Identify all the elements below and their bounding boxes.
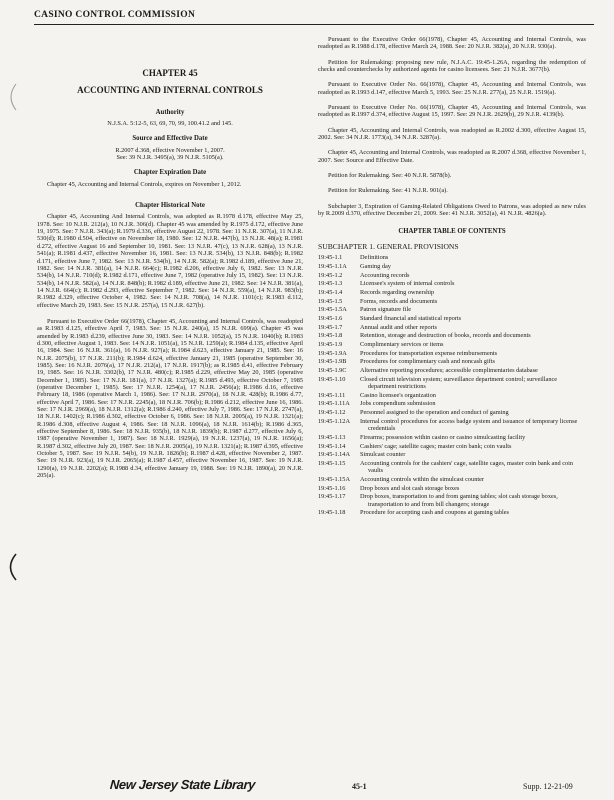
toc-entry bbox=[318, 376, 586, 391]
toc-entry-number: 19:45-1.5 bbox=[318, 297, 343, 305]
history-paragraph: Chapter 45, Accounting And Internal Controls, was adopted as R.1978 d.178, effective May 25, 1978. See: 10 N.J.R. 212(a), 10 N.J.R. 306(d). Chapter 45 was amended by R.1975 d.172, effective June 19, 1975. See: 7 N.J.R. 343(a); R.1979 d.336, effective August 22, 1978. See: 11 N.J.R. 307(a), 11 N.J.R. 530(d); R.1980 d.504, effective on November 18, 1980. See: 12 N.J.R. 447(b), 13 N.J.R. 48(a); R.1981 d.272, effective August 16 and September 10, 1981. See: 13 N.J.R. 47(c), 13 N.J.R. 628(a), 13 N.J.R. 541(a); R.1981 d.437, effective November 16, 1981. See: 13 N.J.R. 534(b), 13 N.J.R. 848(b); R.1982 d.171, effective June 7, 1982. See: 13 N.J.R. 534(b), 14 N.J.R. 582(a); R.1982 d.189, effective June 21, 1982. See: 14 N.J.R. 381(a), 14 N.J.R. 664(c); R.1982 d.206, effective July 6, 1982. See: 13 N.J.R. 534(b), 14 N.J.R. 710(d); R.1982 d.171, effective June 7, 1982 (operative July 15, 1982). See: 13 N.J.R. 534(b), 14 N.J.R. 582(a), 14 N.J.R. 848(b); R.1982 d.189, effective June 21, 1982. See: 14 N.J.R. 381(a), 14 N.J.R. 664(c); R.1982 d.293, effective September 7, 1982. See: 14 N.J.R. 559(a), 14 N.J.R. 983(b); R.1982 d.329, effective October 4, 1982. See: 14 N.J.R. 708(a), 14 N.J.R. 1101(c); R.1983 d.112, effective March 29, 1983. See: 15 N.J.R. 257(a), 15 N.J.R. 627(b). bbox=[37, 213, 303, 309]
right-column bbox=[318, 36, 586, 518]
history-paragraph: Pursuant to Executive Order 66(1978), Chapter 45, Accounting and Internal Controls, was readopted as R.1983 d.125, effective April 7, 1983. See: 15 N.J.R. 240(a), 15 N.J.R. 699(a). Chapter 45 was amended by R.1983 d.239, effective June 30, 1983. See: 14 N.J.R. 1052(a), 15 N.J.R. 1040(b); R.1983 d.300, effective August 1, 1983. See: 14 N.J.R. 1051(a), 15 N.J.R. 1259(a); R.1984 d.135, effective April 16, 1984. See: 16 N.J.R. 361(a), 16 N.J.R. 927(a); R.1984 d.623, effective January 21, 1985. See: 16 N.J.R. 2075(b), 17 N.J.R. 211(b); R.1984 d.624, effective January 21, 1985 (operative September 30, 1985). See: 16 N.J.R. 2076(a), 17 N.J.R. 212(a), 17 N.J.R. 1917(b); as R.1985 d.41, effective February 19, 1985. See: 16 N.J.R. 3302(b), 17 N.J.R. 480(c); R.1985 d.229, effective May 20, 1985 (operative December 1, 1985). See: 17 N.J.R. 181(a), 17 N.J.R. 1327(a); R.1985 d.493, effective October 7, 1985 (operative December 1, 1985). See: 17 N.J.R. 1254(a), 17 N.J.R. 2456(a); R.1986 d.16, effective February 18, 1986 (operative March 1, 1986). See: 17 N.J.R. 2970(a), 18 N.J.R. 428(b); R.1986 d.77, effective April 7, 1986. See: 17 N.J.R. 2245(a), 18 N.J.R. 706(b); R.1986 d.212, effective June 16, 1986. See: 17 N.J.R. 2969(a), 18 N.J.R. 1312(a); R.1986 d.240, effective July 7, 1986. See: 17 N.J.R. 2747(a), 18 N.J.R. 1402(c); R.1986 d.302, effective October 6, 1986. See: 18 N.J.R. 2005(a), 19 N.J.R. 1321(a); R.1986 d.308, effective August 4, 1986. See: 18 N.J.R. 1096(a), 18 N.J.R. 1614(b); R.1986 d.365, effective September 8, 1986. See: 18 N.J.R. 935(b), 18 N.J.R. 1839(b); R.1987 d.277, effective July 6, 1987 (operative November 1, 1987). See: 18 N.J.R. 1929(a), 19 N.J.R. 1237(a), 19 N.J.R. 1656(a); R.1987 d.302, effective July 20, 1987. See: 18 N.J.R. 2005(a), 19 N.J.R. 1321(a); R.1987 d.395, effective October 5, 1987. See: 19 N.J.R. 54(b), 19 N.J.R. 1826(b); R.1987 d.428, effective November 2, 1987. See: 19 N.J.R. 923(a), 19 N.J.R. 2065(a); R.1987 d.457, effective November 16, 1987. See: 19 N.J.R. 1290(a), 19 N.J.R. 2202(a); R.1988 d.34, effective January 19, 1988. See: 19 N.J.R. 1890(a), 20 N.J.R. 205(a). bbox=[37, 317, 303, 480]
toc-list bbox=[318, 254, 586, 516]
page-number: 45-1 bbox=[352, 782, 367, 791]
toc-entry bbox=[318, 451, 586, 458]
toc-entry-number: 19:45-1.1A bbox=[318, 262, 347, 270]
toc-entry-title: Procedures for complimentary cash and noncash gifts bbox=[360, 358, 495, 366]
note-paragraph: Chapter 45, Accounting and Internal Controls, was readopted as R.2002 d.300, effective August 15, 2002. See: 34 N.J.R. 1773(a), 34 N.J.R. 3287(a). bbox=[318, 126, 586, 142]
toc-entry-number: 19:45-1.15 bbox=[318, 459, 346, 467]
toc-entry bbox=[318, 460, 586, 475]
note-paragraph: Pursuant to the Executive Order 66(1978), Chapter 45, Accounting and Internal Controls, was readopted as R.1988 d.178, effective March 24, 1988. See: 20 N.J.R. 382(a), 20 N.J.R. 930(a). bbox=[318, 36, 586, 51]
toc-entry-title: Closed circuit television system; surveillance department control; surveillance department restrictions bbox=[360, 375, 558, 391]
toc-entry bbox=[318, 315, 586, 322]
authority-text: N.J.S.A. 5:12-5, 63, 69, 70, 99, 100.41.2 and 145. bbox=[107, 120, 233, 128]
toc-entry-number: 19:45-1.5A bbox=[318, 306, 347, 314]
left-column bbox=[37, 36, 303, 488]
toc-entry bbox=[318, 332, 586, 339]
toc-entry-number: 19:45-1.12 bbox=[318, 409, 346, 417]
toc-entry-title: Cashiers' cage; satellite cages; master coin bank; coin vaults bbox=[360, 442, 512, 450]
toc-entry-number: 19:45-1.17 bbox=[318, 493, 346, 501]
toc-entry-number: 19:45-1.6 bbox=[318, 315, 343, 322]
history-heading: Chapter Historical Note bbox=[135, 202, 205, 210]
toc-entry bbox=[318, 289, 586, 296]
authority-heading: Authority bbox=[155, 108, 185, 116]
running-head: CASINO CONTROL COMMISSION bbox=[34, 10, 594, 25]
note-paragraph: Pursuant to Executive Order No. 66(1978), Chapter 45, Accounting and Internal Controls, was readopted as R.1997 d.374, effective August 15, 1997. See: 29 N.J.R. 2629(b), 29 N.J.R. 4139(b). bbox=[318, 104, 586, 119]
toc-entry-title: Drop boxes and slot cash storage boxes bbox=[360, 484, 460, 492]
toc-entry-title: Licensee's system of internal controls bbox=[360, 280, 455, 288]
toc-entry-number: 19:45-1.1 bbox=[318, 254, 343, 262]
toc-entry bbox=[318, 306, 586, 313]
toc-entry-number: 19:45-1.9 bbox=[318, 341, 343, 349]
toc-entry bbox=[318, 392, 586, 399]
toc-entry bbox=[318, 400, 586, 407]
toc-entry bbox=[318, 418, 586, 433]
toc-entry-number: 19:45-1.9C bbox=[318, 367, 347, 375]
toc-entry-title: Retention, storage and destruction of books, records and documents bbox=[360, 332, 531, 340]
toc-entry-number: 19:45-1.11 bbox=[318, 391, 346, 399]
subchapter-heading: SUBCHAPTER 1. GENERAL PROVISIONS bbox=[318, 241, 459, 251]
toc-entry-title: Procedures for transportation expense reimbursements bbox=[360, 349, 498, 357]
toc-entry bbox=[318, 485, 586, 492]
note-paragraph: Pursuant to Executive Order No. 66(1978), Chapter 45, Accounting and Internal Controls, was readopted as R.1993 d.147, effective March 5, 1993. See: 25 N.J.R. 277(a), 25 N.J.R. 1519(a). bbox=[318, 81, 586, 96]
note-paragraph: Petition for Rulemaking. See: 41 N.J.R. 901(a). bbox=[328, 187, 448, 195]
toc-entry bbox=[318, 254, 586, 261]
toc-entry-number: 19:45-1.13 bbox=[318, 433, 346, 441]
toc-entry-number: 19:45-1.7 bbox=[318, 323, 343, 331]
toc-entry bbox=[318, 324, 586, 331]
supplement-date: Supp. 12-21-09 bbox=[523, 782, 573, 791]
toc-entry-number: 19:45-1.4 bbox=[318, 288, 343, 296]
toc-entry-title: Patron signature file bbox=[360, 306, 412, 314]
toc-entry bbox=[318, 409, 586, 416]
toc-entry-title: Complimentary services or items bbox=[360, 341, 444, 349]
note-paragraph: Chapter 45, Accounting and Internal Controls, was readopted as R.2007 d.368, effective November 1, 2007. See: Source and Effective Date. bbox=[318, 149, 586, 164]
toc-entry-title: Casino licensee's organization bbox=[360, 391, 436, 399]
source-line: See: 39 N.J.R. 3495(a), 39 N.J.R. 5105(a). bbox=[116, 154, 224, 162]
toc-entry bbox=[318, 350, 586, 357]
toc-heading: CHAPTER TABLE OF CONTENTS bbox=[398, 227, 506, 235]
toc-entry bbox=[318, 434, 586, 441]
chapter-title: ACCOUNTING AND INTERNAL CONTROLS bbox=[77, 85, 263, 96]
toc-entry-number: 19:45-1.9B bbox=[318, 358, 347, 366]
toc-entry-number: 19:45-1.12A bbox=[318, 417, 351, 425]
source-heading: Source and Effective Date bbox=[132, 135, 208, 143]
toc-entry-title: Drop boxes, transportation to and from gaming tables; slot cash storage boxes, transportation to and from bill changers; storage bbox=[360, 493, 558, 508]
chapter-number: CHAPTER 45 bbox=[142, 68, 198, 78]
library-stamp: New Jersey State Library bbox=[109, 777, 256, 792]
toc-entry-title: Jobs compendium submission bbox=[360, 400, 436, 408]
expiration-text: Chapter 45, Accounting and Internal Controls, expires on November 1, 2012. bbox=[47, 180, 242, 188]
toc-entry bbox=[318, 476, 586, 483]
toc-entry-title: Accounting controls within the simulcast counter bbox=[360, 475, 484, 483]
toc-entry-title: Accounting records bbox=[360, 271, 410, 279]
toc-entry-title: Definitions bbox=[360, 254, 389, 262]
toc-entry-number: 19:45-1.2 bbox=[318, 271, 343, 279]
punch-hole-mark bbox=[4, 552, 18, 582]
note-paragraph: Petition for Rulemaking. See: 40 N.J.R. 5878(b). bbox=[328, 172, 452, 180]
toc-entry-number: 19:45-1.8 bbox=[318, 332, 343, 340]
toc-entry-title: Records regarding ownership bbox=[360, 288, 435, 296]
toc-entry bbox=[318, 298, 586, 305]
toc-entry-title: Personnel assigned to the operation and conduct of gaming bbox=[360, 409, 509, 417]
note-paragraph: Subchapter 3, Expiration of Gaming-Related Obligations Owed to Patrons, was adopted as new rules by R.2009 d.370, effective December 21, 2009. See: 41 N.J.R. 3052(a), 41 N.J.R. 4826(a). bbox=[318, 202, 586, 218]
toc-entry bbox=[318, 358, 586, 365]
toc-entry bbox=[318, 272, 586, 279]
toc-entry-title: Accounting controls for the cashiers' cage, satellite cages, master coin bank and coin vaults bbox=[360, 459, 574, 475]
toc-entry-title: Annual audit and other reports bbox=[360, 323, 437, 331]
toc-entry-number: 19:45-1.18 bbox=[318, 509, 346, 517]
toc-entry-number: 19:45-1.14 bbox=[318, 442, 346, 450]
toc-entry-number: 19:45-1.3 bbox=[318, 280, 343, 288]
source-text bbox=[37, 147, 303, 162]
toc-entry bbox=[318, 443, 586, 450]
toc-entry bbox=[318, 341, 586, 348]
source-line: R.2007 d.368, effective November 1, 2007. bbox=[115, 146, 225, 154]
toc-entry-title: Internal control procedures for access badge system and issuance of temporary license credentials bbox=[360, 417, 578, 433]
toc-entry bbox=[318, 280, 586, 287]
toc-entry bbox=[318, 493, 586, 508]
toc-entry bbox=[318, 509, 586, 516]
toc-entry-title: Forms, records and documents bbox=[360, 297, 438, 305]
note-paragraph: Petition for Rulemaking: proposing new rule, N.J.A.C. 19:45-1.26A, regarding the redemption of checks and counterchecks by authorized agents for casino licensees. See: 21 N.J.R. 3677(b). bbox=[318, 58, 586, 74]
toc-entry-title: Firearms; possession within casino or casino simulcasting facility bbox=[360, 433, 526, 441]
toc-entry-title: Simulcast counter bbox=[360, 451, 406, 459]
toc-entry-number: 19:45-1.11A bbox=[318, 400, 350, 408]
toc-entry-number: 19:45-1.16 bbox=[318, 484, 346, 492]
toc-entry-number: 19:45-1.15A bbox=[318, 475, 351, 483]
toc-entry-number: 19:45-1.10 bbox=[318, 375, 346, 383]
toc-entry-title: Standard financial and statistical reports bbox=[360, 315, 462, 322]
punch-hole-mark bbox=[4, 82, 18, 112]
toc-entry-title: Gaming day bbox=[360, 262, 391, 270]
toc-entry-number: 19:45-1.14A bbox=[318, 451, 351, 459]
toc-entry-number: 19:45-1.9A bbox=[318, 349, 347, 357]
toc-entry bbox=[318, 367, 586, 374]
toc-entry-title: Procedure for accepting cash and coupons at gaming tables bbox=[360, 509, 509, 517]
history-text bbox=[37, 213, 303, 479]
toc-entry-title: Alternative reporting procedures; accessible complimentaries database bbox=[360, 367, 538, 375]
expiration-heading: Chapter Expiration Date bbox=[133, 169, 207, 177]
toc-entry bbox=[318, 263, 586, 270]
